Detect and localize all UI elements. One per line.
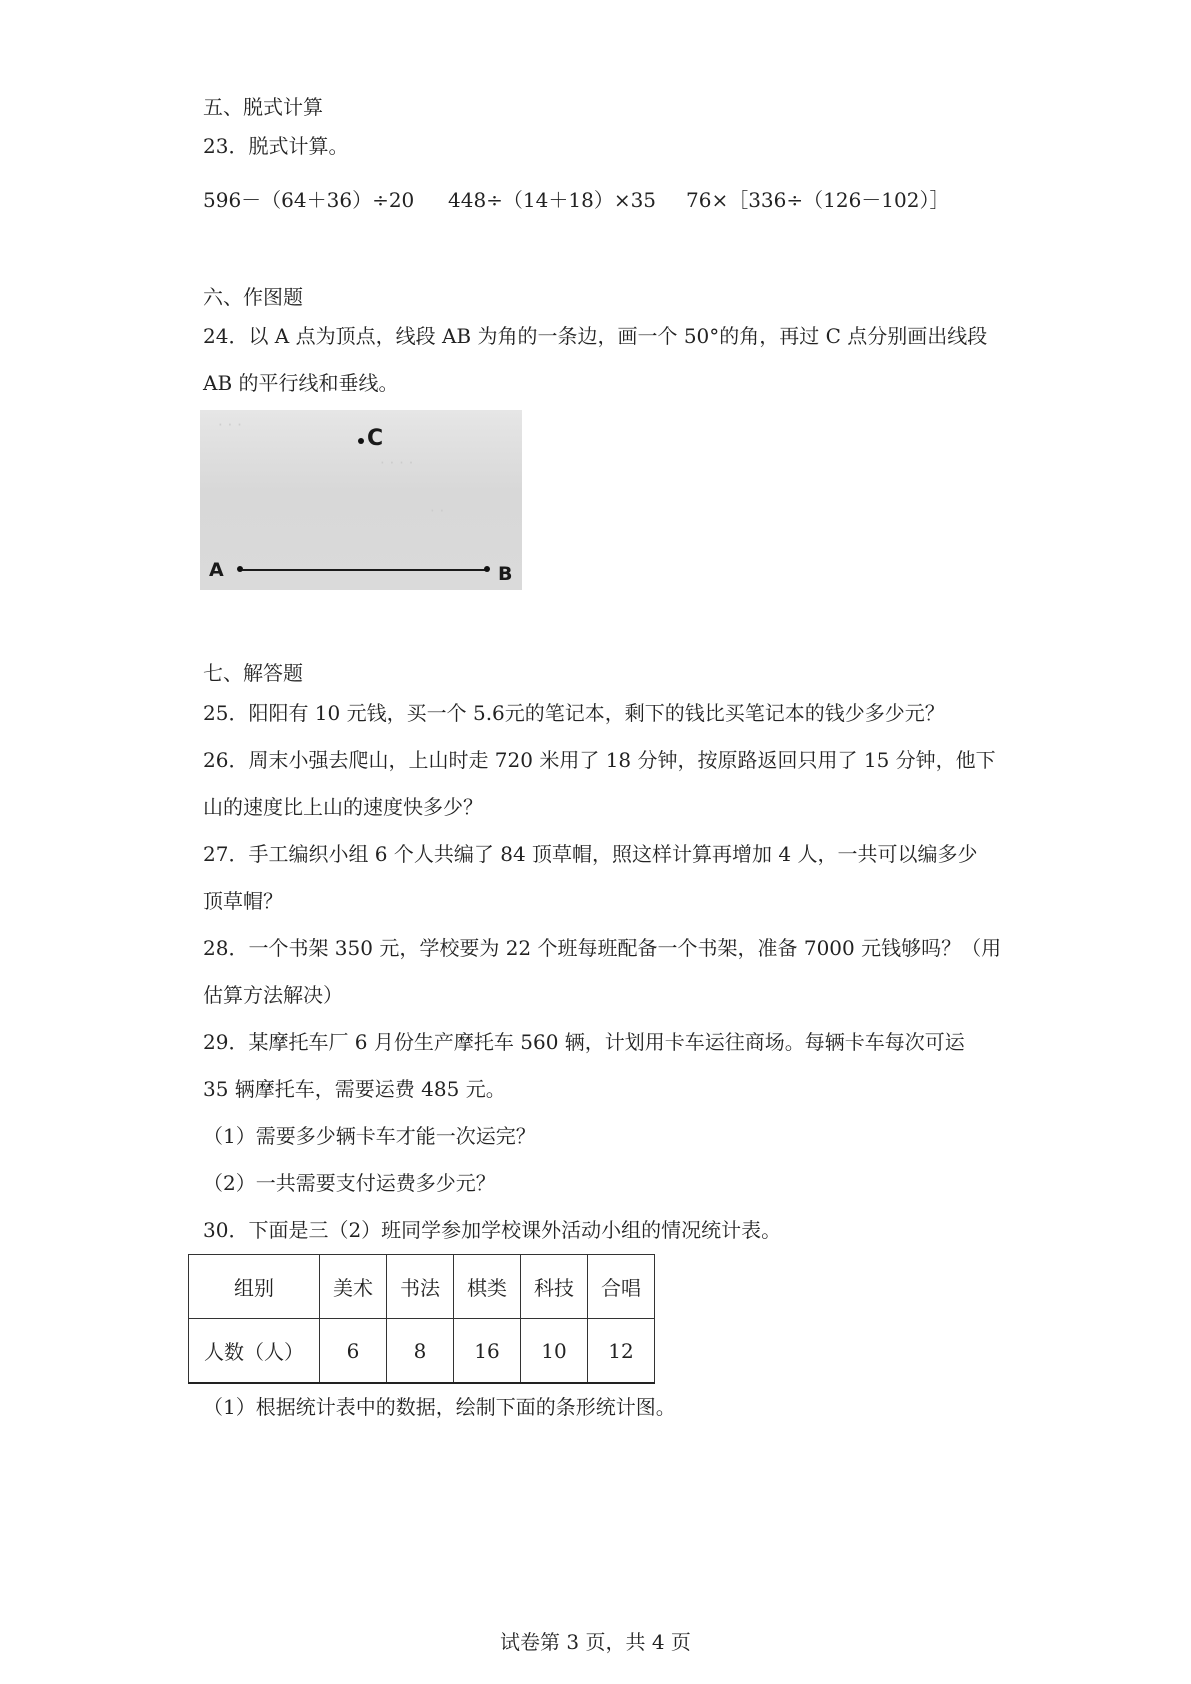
table-cell: 书法 [387,1255,454,1319]
question-30: 30．下面是三（2）班同学参加学校课外活动小组的情况统计表。 [203,1218,782,1242]
table-cell: 棋类 [454,1255,521,1319]
question-29-sub-1: （1）需要多少辆卡车才能一次运完？ [203,1124,536,1148]
table-cell: 10 [521,1319,588,1384]
question-24-line-2: AB 的平行线和垂线。 [203,371,399,395]
section-heading-5: 五、脱式计算 [203,95,323,119]
geometry-figure-photo: · · · · · · · · · C A B [200,410,522,590]
table-cell: 人数（人） [189,1319,320,1384]
point-c-label: C [367,426,384,451]
point-b-label: B [498,563,513,585]
question-25: 25．阳阳有 10 元钱，买一个 5.6元的笔记本，剩下的钱比买笔记本的钱少多少元？ [203,701,945,725]
question-26-line-2: 山的速度比上山的速度快多少？ [203,795,483,819]
table-row [189,1319,655,1384]
table-cell: 16 [454,1319,521,1384]
table-cell: 8 [387,1319,454,1384]
expression-2: 448÷（14＋18）×35 [448,188,657,212]
expression-1: 596－（64＋36）÷20 [203,188,415,212]
section-heading-7: 七、解答题 [203,661,303,685]
table-cell: 美术 [320,1255,387,1319]
page-footer: 试卷第 3 页，共 4 页 [500,1630,691,1654]
question-23: 23．脱式计算。 [203,134,349,158]
point-c-dot [358,438,364,444]
question-29-line-1: 29．某摩托车厂 6 月份生产摩托车 560 辆，计划用卡车运往商场。每辆卡车每次可运 [203,1030,965,1054]
question-27-line-1: 27．手工编织小组 6 个人共编了 84 顶草帽，照这样计算再增加 4 人，一共可以编多少 [203,842,978,866]
point-b-dot [484,566,490,572]
question-27-line-2: 顶草帽？ [203,889,283,913]
question-30-sub-1: （1）根据统计表中的数据，绘制下面的条形统计图。 [203,1395,676,1419]
section-heading-6: 六、作图题 [203,285,303,309]
table-cell: 科技 [521,1255,588,1319]
segment-ab [242,569,488,571]
table-row [189,1255,655,1319]
table-cell: 6 [320,1319,387,1384]
table-cell: 12 [588,1319,655,1384]
question-28-line-1: 28．一个书架 350 元，学校要为 22 个班每班配备一个书架，准备 7000 元钱够吗？（用 [203,936,1002,960]
question-28-line-2: 估算方法解决） [203,983,343,1007]
table-cell: 合唱 [588,1255,655,1319]
question-29-sub-2: （2）一共需要支付运费多少元？ [203,1171,496,1195]
question-24-line-1: 24．以 A 点为顶点，线段 AB 为角的一条边，画一个 50°的角，再过 C 点分别画出线段 [203,324,988,348]
point-a-label: A [209,559,224,581]
table-cell: 组别 [189,1255,320,1319]
expression-3: 76×［336÷（126－102）］ [686,188,950,212]
question-29-line-2: 35 辆摩托车，需要运费 485 元。 [203,1077,506,1101]
activity-stats-table [188,1254,655,1384]
question-26-line-1: 26．周末小强去爬山，上山时走 720 米用了 18 分钟，按原路返回只用了 15 分钟，他下 [203,748,996,772]
